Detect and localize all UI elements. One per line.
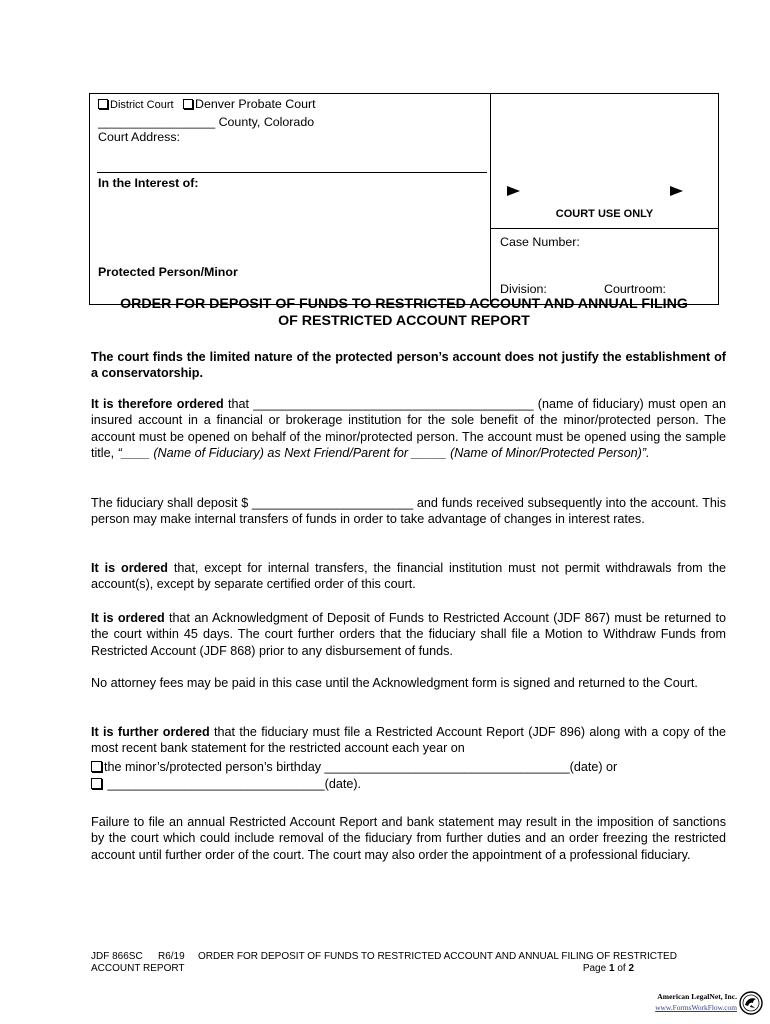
courtroom-label: Courtroom:	[604, 282, 666, 296]
arrow-right-icon	[670, 186, 683, 196]
in-interest-label: In the Interest of:	[98, 176, 199, 190]
report-text: that the fiduciary must file a Restricted Account Report (JDF 896) along with a copy of the most recent bank statement for the restricted account each year on	[91, 725, 726, 756]
date-checkbox[interactable]	[91, 778, 102, 789]
therefore-ordered-lead: It is therefore ordered	[91, 397, 224, 411]
denver-probate-label: Denver Probate Court	[195, 97, 316, 111]
court-use-rule	[491, 228, 718, 229]
ordered-lead-2: It is ordered	[91, 611, 165, 625]
district-court-label: District Court	[110, 99, 174, 111]
publisher-logo	[647, 990, 763, 1020]
publisher-url[interactable]: www.FormsWorkFlow.com	[655, 1003, 737, 1012]
birthday-option	[91, 760, 617, 774]
page-of: of	[617, 963, 626, 974]
withdrawal-text: that, except for internal transfers, the financial institution must not permit withdrawals from the account(s), except by separate certified order of this court.	[91, 561, 726, 592]
court-use-only: COURT USE ONLY	[555, 208, 654, 220]
ordered-lead-1: It is ordered	[91, 561, 168, 575]
birthday-checkbox[interactable]	[91, 761, 102, 772]
publisher-name: American LegalNet, Inc.	[657, 992, 737, 1001]
birthday-option-label: the minor’s/protected person’s birthday ___________________________________(date) or	[104, 760, 618, 774]
sample-title-text: “____ (Name of Fiduciary) as Next Friend/Parent for _____ (Name of Minor/Protected Person)”.	[117, 445, 650, 460]
arrow-left-icon	[507, 186, 520, 196]
title-line-1: ORDER FOR DEPOSIT OF FUNDS TO RESTRICTED ACCOUNT AND ANNUAL FILING	[120, 296, 688, 312]
document-title	[89, 296, 719, 330]
case-number-label: Case Number:	[500, 235, 580, 249]
caption-rule	[97, 172, 487, 173]
page-label: Page	[582, 963, 607, 974]
page-number	[568, 963, 634, 975]
district-court-checkbox[interactable]	[98, 99, 108, 109]
failure-paragraph: Failure to file an annual Restricted Account Report and bank statement may result in the imposition of sanctions by the court which could include removal of the fiduciary from further duties and an order freezing the restricted account until further order of the court. The court may also order the appointment of a professional fiduciary.	[91, 815, 726, 862]
page-current: 1	[608, 963, 615, 974]
page-total: 2	[628, 963, 634, 974]
acknowledgment-paragraph	[91, 610, 726, 659]
acknowledgment-text: that an Acknowledgment of Deposit of Funds to Restricted Account (JDF 867) must be returned to the court within 45 days. The court further orders that the fiduciary shall file a Motion to Withdraw Funds from Restricted Account (JDF 868) prior to any disbursement of funds.	[91, 611, 726, 658]
form-id: JDF 866SC	[91, 951, 143, 962]
protected-person-label: Protected Person/Minor	[98, 265, 238, 279]
deposit-paragraph: The fiduciary shall deposit $ _______________________ and funds received subsequently into the account. This person may make internal transfers of funds in order to take advantage of changes in interest rates.	[91, 496, 726, 527]
further-ordered-lead: It is further ordered	[91, 725, 210, 739]
form-title-line-2: ACCOUNT REPORT	[91, 963, 185, 974]
report-paragraph	[91, 724, 726, 757]
court-options	[98, 97, 316, 111]
open-account-text: that ________________________________________ (name of fiduciary) must open an insured account in a financial or brokerage institution for the sole benefit of the minor/protected person. The account must be opened on behalf of the minor/protected person. The account must be opened using the sample title,	[91, 397, 726, 460]
form-revision: R6/19	[158, 951, 185, 962]
form-title-line-1: ORDER FOR DEPOSIT OF FUNDS TO RESTRICTED ACCOUNT AND ANNUAL FILING OF RESTRICTED	[198, 951, 677, 962]
eagle-seal-icon	[739, 991, 763, 1015]
division-label: Division:	[500, 282, 547, 296]
date-option-label: _______________________________(date).	[104, 777, 362, 791]
court-address-label: Court Address:	[98, 130, 180, 144]
caption-divider	[490, 93, 491, 305]
denver-probate-checkbox[interactable]	[183, 99, 193, 109]
county-line: _________________ County, Colorado	[98, 115, 315, 129]
withdrawal-paragraph	[91, 560, 726, 593]
order-open-account-paragraph	[91, 396, 726, 461]
title-line-2: OF RESTRICTED ACCOUNT REPORT	[278, 313, 530, 329]
date-option	[91, 777, 361, 791]
attorney-fees-paragraph: No attorney fees may be paid in this case until the Acknowledgment form is signed and returned to the Court.	[91, 676, 698, 690]
finding-paragraph: The court finds the limited nature of the protected person’s account does not justify the establishment of a conservatorship.	[91, 350, 726, 381]
